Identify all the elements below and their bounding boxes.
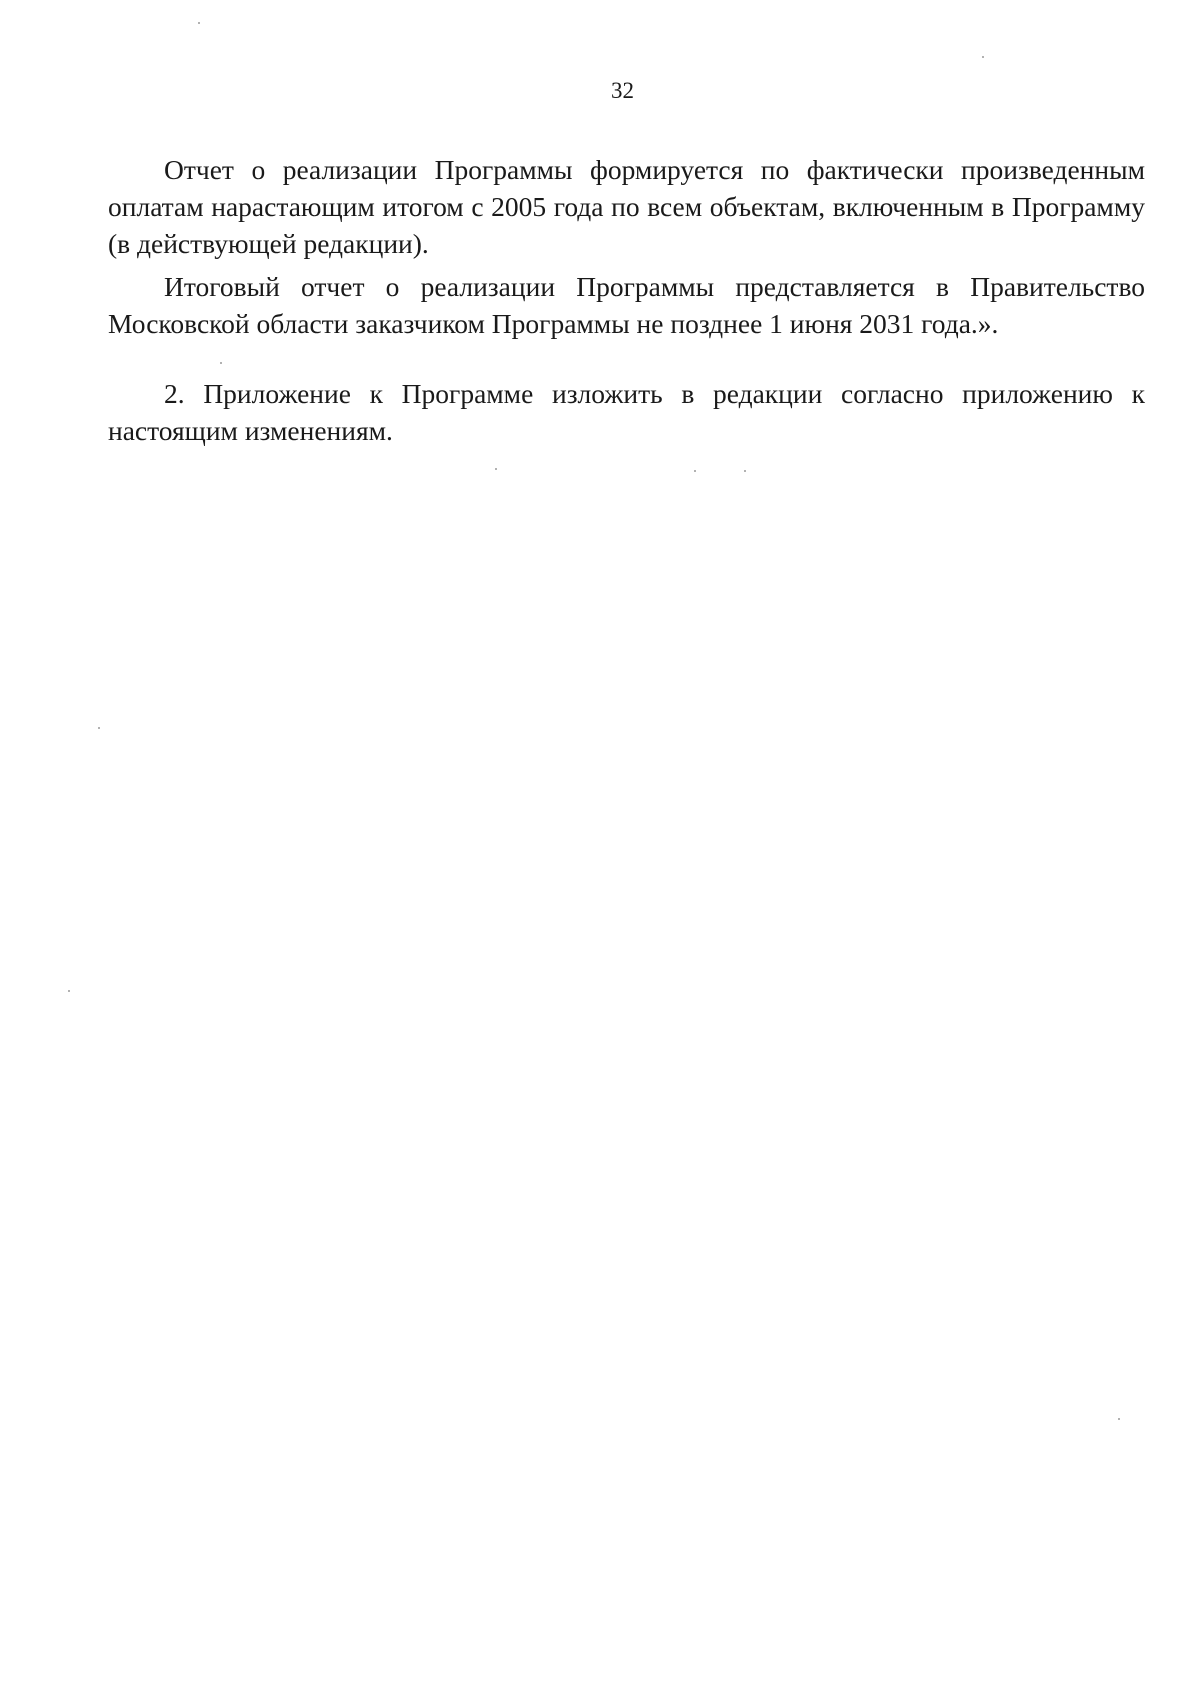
scan-speck (68, 990, 70, 992)
paragraph-final-report: Итоговый отчет о реализации Программы представляется в Правительство Московской области заказчиком Программы не позднее 1 июня 2031 года.». (108, 271, 1145, 339)
scan-speck (98, 727, 100, 729)
page-number: 32 (611, 78, 634, 103)
scan-speck (198, 22, 200, 24)
scan-speck (744, 470, 746, 472)
scan-speck (495, 468, 497, 470)
scan-speck (982, 56, 984, 58)
paragraph-report-formation: Отчет о реализации Программы формируется по фактически произведенным оплатам нарастающим итогом с 2005 года по всем объектам, включенным в Программу (в действующей редакции). (108, 154, 1145, 259)
scan-speck (694, 470, 696, 472)
scan-speck (220, 362, 222, 364)
document-body (108, 151, 1145, 449)
scan-speck (1118, 1418, 1120, 1420)
paragraph-appendix-amendment: 2. Приложение к Программе изложить в редакции согласно приложению к настоящим изменениям. (108, 378, 1145, 446)
